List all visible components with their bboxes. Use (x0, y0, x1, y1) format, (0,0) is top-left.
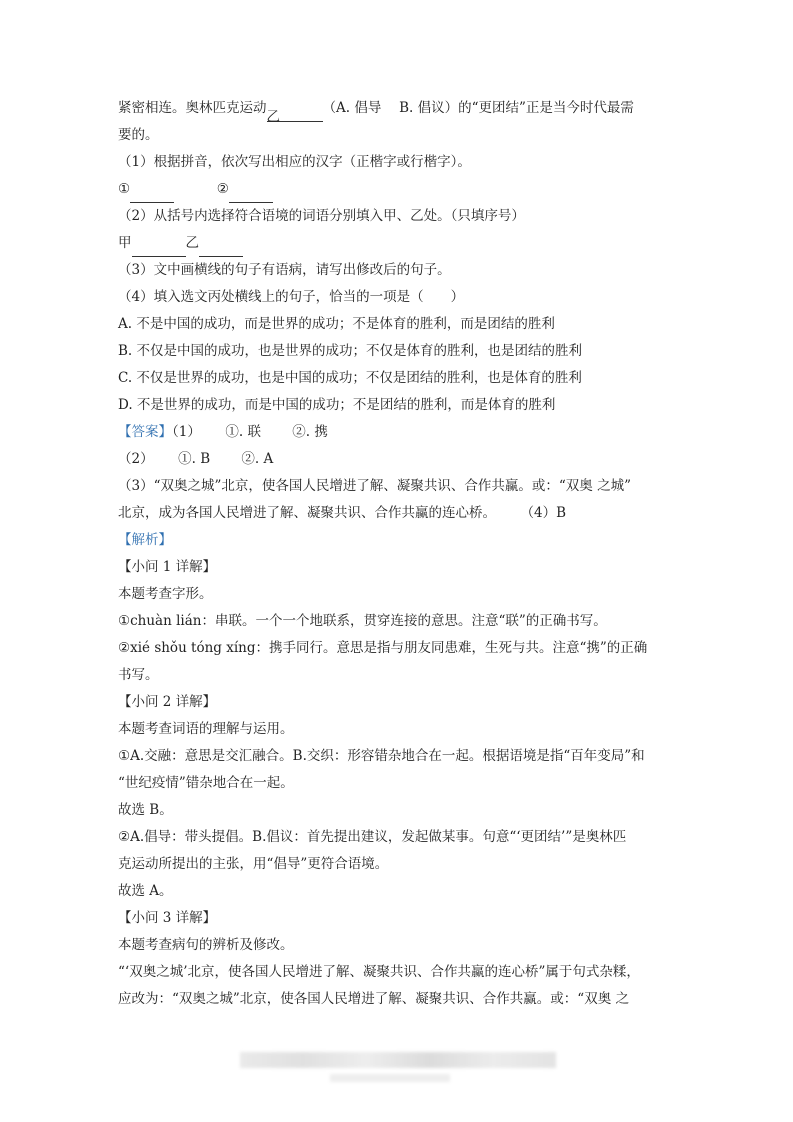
question-4: （4）填入选文丙处横线上的句子，恰当的一项是（ ） (118, 289, 465, 305)
text: 乙 (266, 109, 280, 125)
answer-line-3: （3）“双奥之城”北京，使各国人民增进了解、凝聚共识、合作共赢。或：“双奥 之城” (118, 478, 631, 494)
blurred-footer-watermark (240, 1052, 556, 1068)
question-1-blanks (118, 176, 678, 203)
section-1-text: ②xié shǒu tóng xíng：携手同行。意思是指与朋友同患难，生死与共。注意“携”的正确 (118, 640, 648, 656)
section-2-text: 克运动所提出的主张，用“倡导”更符合语境。 (118, 856, 389, 872)
section-2-text: ①A.交融：意思是交汇融合。B.交织：形容错杂地合在一起。根据语境是指“百年变局”和 (118, 748, 645, 764)
text: 紧密相连。奥林匹克运动 (118, 100, 267, 116)
answer-line-4: 北京，成为各国人民增进了解、凝聚共识、合作共赢的连心桥。 （4）B (118, 505, 567, 521)
answer-blank (229, 185, 273, 203)
section-2-text: 故选 B。 (118, 802, 173, 818)
section-1-text: 本题考查字形。 (118, 586, 213, 602)
option-a: A. 不是中国的成功，而是世界的成功；不是体育的胜利，而是团结的胜利 (118, 316, 555, 332)
section-3-text: “‘双奥之城’北京，使各国人民增进了解、凝聚共识、合作共赢的连心桥”属于句式杂糅， (118, 964, 640, 980)
document-content (118, 95, 678, 1013)
blank-label: ① (118, 181, 131, 197)
option-b: B. 不仅是中国的成功，也是世界的成功；不仅是体育的胜利，也是团结的胜利 (118, 343, 583, 359)
answer-blank (132, 239, 186, 257)
section-2-text: 故选 A。 (118, 883, 173, 899)
blank-yi (266, 104, 323, 125)
answer-blank (130, 185, 174, 203)
section-1-heading: 【小问 1 详解】 (118, 559, 217, 575)
question-3: （3）文中画横线的句子有语病，请写出修改后的句子。 (118, 262, 451, 278)
passage-line (118, 95, 678, 125)
blank-label: 乙 (185, 235, 199, 251)
analysis-label: 【解析】 (118, 532, 172, 548)
text: （1） ①. 联 ②. 携 (172, 424, 328, 440)
section-2-text: 本题考查词语的理解与运用。 (118, 721, 294, 737)
section-2-heading: 【小问 2 详解】 (118, 694, 217, 710)
answer-line-2: （2） ①. B ②. A (118, 451, 274, 467)
option-d: D. 不是世界的成功，而是中国的成功；不是团结的胜利，而是体育的胜利 (118, 397, 556, 413)
passage-line: 要的。 (118, 127, 159, 143)
section-2-text: ②A.倡导：带头提倡。B.倡议：首先提出建议，发起做某事。句意“‘更团结’”是奥林匹 (118, 829, 627, 845)
section-1-text: 书写。 (118, 667, 159, 683)
question-1: （1）根据拼音，依次写出相应的汉字（正楷字或行楷字）。 (118, 154, 471, 170)
section-3-heading: 【小问 3 详解】 (118, 910, 217, 926)
section-2-text: “世纪疫情”错杂地合在一起。 (118, 775, 294, 791)
section-3-text: 应改为：“双奥之城”北京，使各国人民增进了解、凝聚共识、合作共赢。或：“双奥 之 (118, 991, 629, 1007)
section-1-text: ①chuàn lián：串联。一个一个地联系，贯穿连接的意思。注意“联”的正确书写。 (118, 613, 607, 629)
question-2: （2）从括号内选择符合语境的词语分别填入甲、乙处。（只填序号） (118, 208, 525, 224)
answer-line-1 (118, 419, 678, 446)
section-3-text: 本题考查病句的辨析及修改。 (118, 937, 294, 953)
answer-label: 【答案】 (118, 424, 172, 440)
blank-label: ② (216, 181, 229, 197)
option-c: C. 不仅是世界的成功，也是中国的成功；不仅是团结的胜利，也是体育的胜利 (118, 370, 582, 386)
question-2-blanks (118, 230, 678, 257)
blurred-footer-watermark (330, 1074, 450, 1082)
answer-blank (199, 239, 243, 257)
text: （A. 倡导 B. 倡议）的“更团结”正是当今时代最需 (322, 100, 634, 116)
blank-label: 甲 (118, 235, 132, 251)
